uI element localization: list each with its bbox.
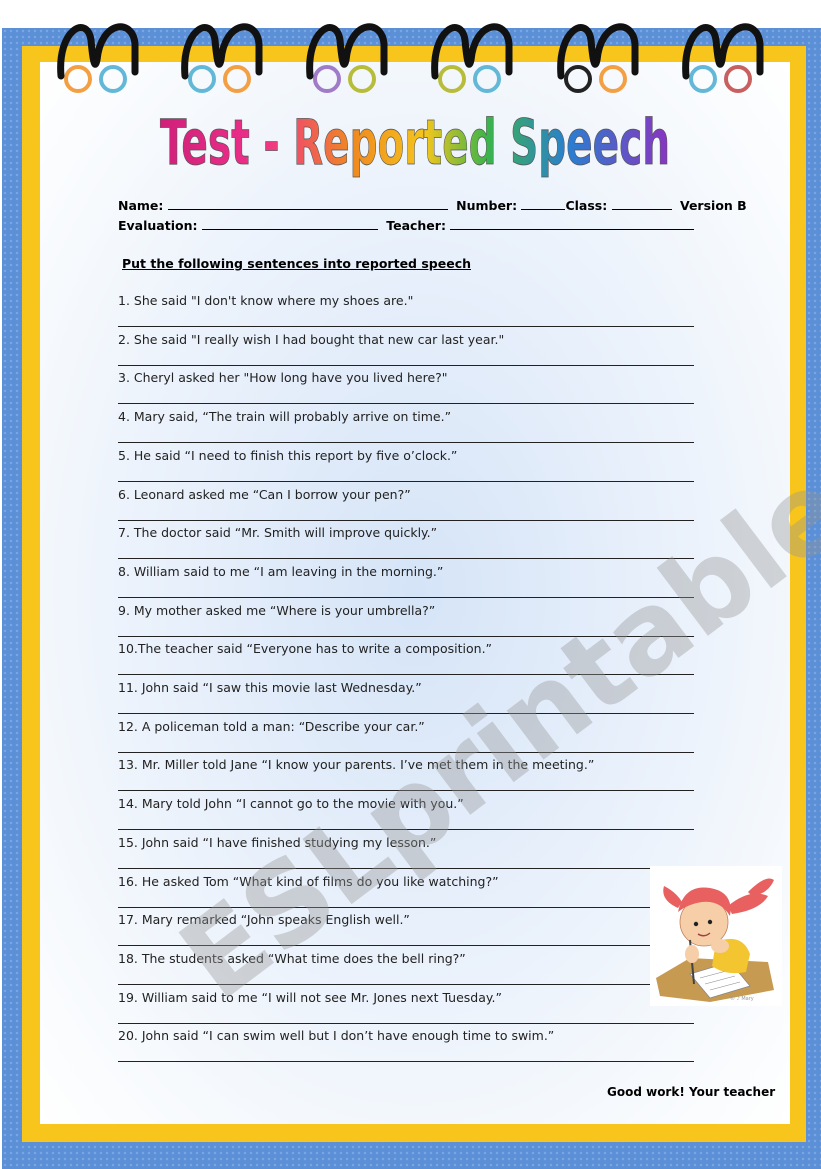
name-label: Name:	[118, 198, 164, 213]
question-text: 1. She said "I don't know where my shoes are."	[118, 293, 414, 308]
question-text: 7. The doctor said “Mr. Smith will improve quickly.”	[118, 525, 438, 541]
question-text: 13. Mr. Miller told Jane “I know your parents. I’ve met them in the meeting.”	[118, 757, 595, 773]
header-row-2	[118, 217, 694, 233]
spiral-ring	[185, 27, 259, 91]
question-text: 11. John said “I saw this movie last Wednesday.”	[118, 680, 422, 695]
evaluation-label: Evaluation:	[118, 218, 198, 233]
spiral-ring	[561, 27, 635, 91]
question-text: 20. John said “I can swim well but I don’t have enough time to swim.”	[118, 1028, 555, 1044]
teacher-signature: Good work! Your teacher	[607, 1085, 776, 1099]
answer-line[interactable]	[118, 365, 694, 366]
question-text: 6. Leonard asked me “Can I borrow your pen?”	[118, 486, 411, 502]
question-text: 10.The teacher said “Everyone has to write a composition.”	[118, 641, 493, 657]
page-title	[150, 92, 680, 192]
question-text: 14. Mary told John “I cannot go to the movie with you.”	[118, 796, 464, 812]
answer-line[interactable]	[118, 481, 694, 482]
answer-line[interactable]	[118, 1061, 694, 1062]
answer-line[interactable]	[118, 558, 694, 559]
answer-line[interactable]	[118, 403, 694, 404]
number-label: Number:	[456, 198, 518, 213]
question-text: 15. John said “I have finished studying my lesson.”	[118, 834, 437, 850]
question-text: 18. The students asked “What time does the bell ring?”	[118, 950, 466, 966]
question-text: 19. William said to me “I will not see Mr. Jones next Tuesday.”	[118, 989, 502, 1005]
question-text: 9. My mother asked me “Where is your umbrella?”	[118, 602, 436, 618]
svg-text:© ♪ Mary: © ♪ Mary	[730, 996, 754, 1002]
girl-writing-illustration	[650, 866, 782, 1006]
question-text: 16. He asked Tom “What kind of films do you like watching?”	[118, 873, 499, 889]
instructions: Put the following sentences into reported speech	[122, 256, 471, 271]
evaluation-field[interactable]	[202, 217, 378, 230]
question-text: 2. She said "I really wish I had bought that new car last year."	[118, 331, 505, 347]
question-text: 12. A policeman told a man: “Describe your car.”	[118, 718, 425, 734]
class-field[interactable]	[612, 197, 672, 210]
number-field[interactable]	[521, 197, 565, 210]
question-text: 4. Mary said, “The train will probably arrive on time.”	[118, 409, 452, 425]
title-text: Test - Reported Speech	[160, 106, 670, 179]
answer-line[interactable]	[118, 520, 694, 521]
answer-line[interactable]	[118, 326, 694, 327]
question-text: 3. Cheryl asked her "How long have you lived here?"	[118, 370, 448, 386]
spiral-ring	[686, 27, 760, 91]
teacher-field[interactable]	[450, 217, 694, 230]
version-label: Version B	[679, 198, 747, 213]
spiral-ring	[310, 27, 384, 91]
spiral-ring	[435, 27, 509, 91]
class-label: Class:	[565, 198, 608, 213]
question-text: 8. William said to me “I am leaving in the morning.”	[118, 563, 444, 579]
question-text: 17. Mary remarked “John speaks English well.”	[118, 912, 410, 928]
answer-line[interactable]	[118, 442, 694, 443]
answer-line[interactable]	[118, 1023, 694, 1024]
spiral-ring	[61, 27, 135, 91]
teacher-label: Teacher:	[386, 218, 446, 233]
name-field[interactable]	[168, 197, 448, 210]
question-text: 5. He said “I need to finish this report by five o’clock.”	[118, 447, 458, 463]
header-row-1	[118, 197, 747, 213]
